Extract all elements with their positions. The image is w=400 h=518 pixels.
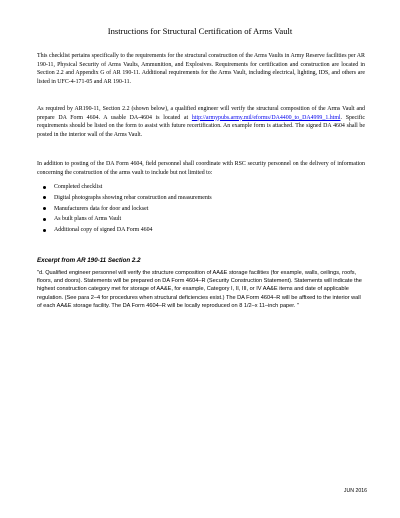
- requirement-text-end: . Specific requirements should be listed on the form to assist with future recertification. An example form is attached. The signed DA 4604 shall be posted in the interior wall of the Arms Vault.: [37, 114, 365, 138]
- excerpt-heading: Excerpt from AR 190-11 Section 2.2: [37, 257, 141, 264]
- excerpt-quote: "d. Qualified engineer personnel will verify the structure composition of AA&E storage facilities (for example, walls, ceilings, roofs, floors, and doors). Statements will be prepared on DA Form 4604–R (Security Construction Statement). Statements will indicate the highest construction category met for storage of AA&E, for example, Category I, II, III, or IV AA&E items and date of applicable regulation. (See para 2–4 for procedures when structural deficiencies exist.) The DA Form 4604–R will be affixed to the interior wall of each AA&E storage facility. The DA Form 4604–R will be locally reproduced on 8 1/2–x 11–inch paper. ": [37, 270, 362, 309]
- requirement-paragraph: [37, 105, 365, 139]
- bullet-icon: [43, 196, 46, 199]
- bullet-icon: [43, 218, 46, 221]
- deliverables-list: [37, 182, 337, 236]
- list-item-text: As built plans of Arms Vault: [54, 216, 122, 223]
- document-date: JUN 2016: [343, 488, 367, 494]
- bullet-icon: [43, 229, 46, 232]
- list-item: [37, 214, 337, 225]
- list-item-text: Additional copy of signed DA Form 4604: [54, 227, 153, 234]
- list-item-text: Manufacturers data for door and lockset: [54, 205, 149, 212]
- bullet-icon: [43, 186, 46, 189]
- list-item: [37, 204, 337, 215]
- list-item: [37, 193, 337, 204]
- list-item: [37, 182, 337, 193]
- document-title: Instructions for Structural Certification of Arms Vault: [107, 26, 293, 36]
- list-item-text: Completed checklist: [54, 184, 103, 190]
- intro-paragraph: This checklist pertains specifically to the requirements for the structural construction of the Arms Vaults in Army Reserve facilities per AR 190-11, Physical Security of Arms Vaults, Ammunition, and Explosives. Requirements for certification and construction are located in Section 2.2 and Appendix G of AR 190-11. Additional requirements for the Arms Vault, including electrical, lighting, IDS, and others are listed in UFC-4-171-05 and AR 190-11.: [37, 53, 365, 85]
- list-item: [37, 225, 337, 236]
- coordination-paragraph: In addition to posting of the DA Form 4604, field personnel shall coordinate with RSC security personnel on the delivery of information concerning the construction of the arms vault to include but not limited to:: [37, 161, 365, 176]
- da-4604-form-link[interactable]: http://armypubs.army.mil/eforms/DA4400_to_DA4999_1.html: [191, 114, 341, 121]
- list-item-text: Digital photographs showing rebar construction and measurements: [54, 194, 212, 201]
- requirement-text-start: As required by AR190-11, Section 2.2 (shown below), a qualified engineer will verify the structural composition of the Arms Vault and prepare DA Form 4604. A usable DA-4604 is located at: [37, 106, 365, 121]
- bullet-icon: [43, 207, 46, 210]
